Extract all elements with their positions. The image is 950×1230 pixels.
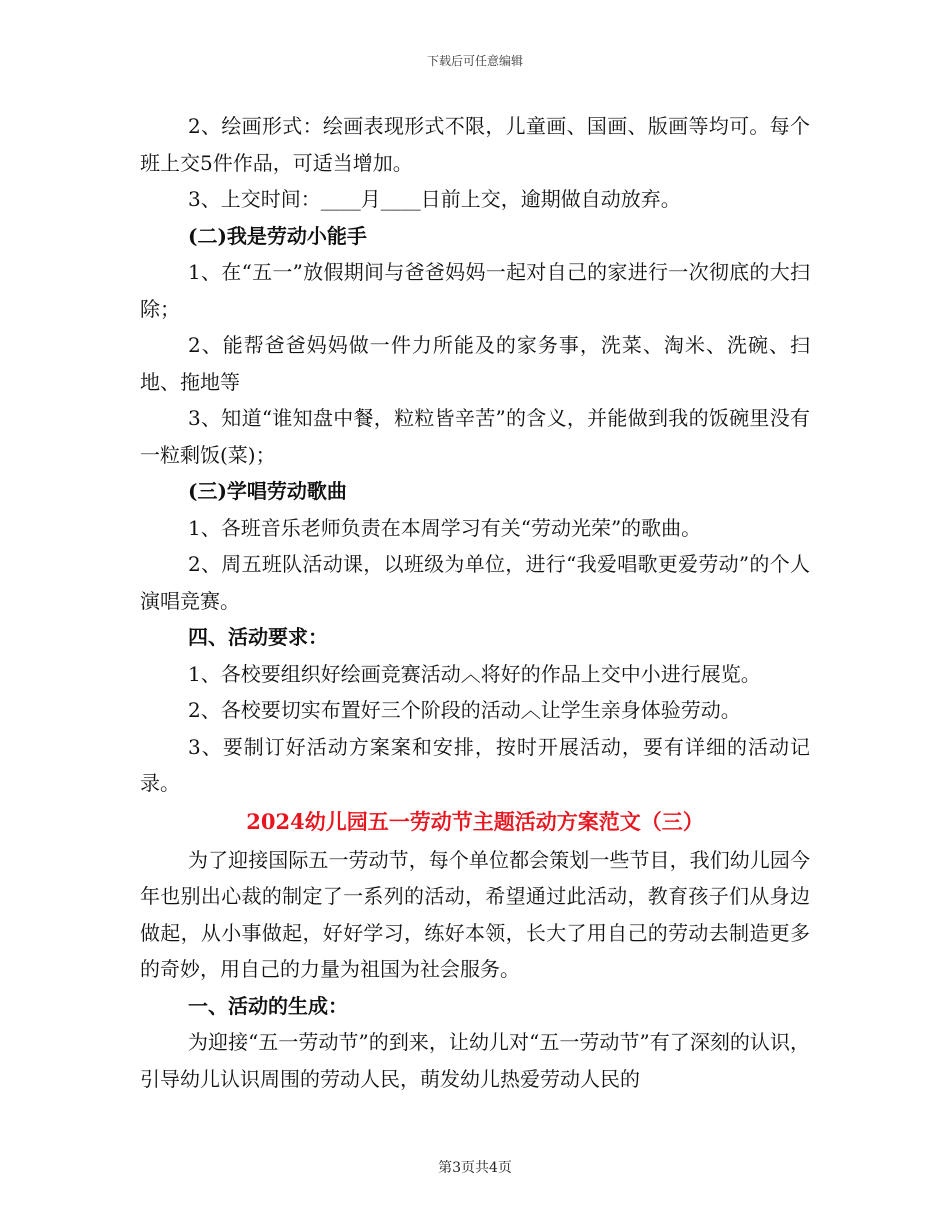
paragraph: 3、知道“谁知盘中餐，粒粒皆辛苦”的含义，并能做到我的饭碗里没有一粒剩饭(菜)； [140, 406, 810, 467]
paragraph: 1、各校要组织好绘画竞赛活动︿将好的作品上交中小进行展览。 [188, 661, 761, 686]
paragraph: 为迎接“五一劳动节”的到来，让幼儿对“五一劳动节”有了深刻的认识，引导幼儿认识周围的劳动人民，萌发幼儿热爱劳动人民的 [140, 1030, 810, 1091]
paragraph: 3、上交时间：____月____日前上交，逾期做自动放弃。 [188, 187, 681, 211]
paragraph: 2、各校要切实布置好三个阶段的活动︿让学生亲身体验劳动。 [188, 698, 741, 722]
paragraph: 为了迎接国际五一劳动节，每个单位都会策划一些节目，我们幼儿园今年也别出心裁的制定了一系列的活动，希望通过此活动，教育孩子们从身边做起，从小事做起，好好学习，练好本领，长大了用自己的劳动去制造更多的奇妙，用自己的力量为祖国为社会服务。 [140, 847, 810, 981]
paragraph: 2、周五班队活动课，以班级为单位，进行“我爱唱歌更爱劳动”的个人演唱竞赛。 [140, 552, 810, 613]
header-note: 下载后可任意编辑 [426, 54, 523, 68]
section-heading: (二)我是劳动小能手 [188, 223, 367, 248]
paragraph: 3、要制订好活动方案案和安排，按时开展活动，要有详细的活动记录。 [140, 734, 810, 795]
paragraph: 2、绘画形式：绘画表现形式不限，儿童画、国画、版画等均可。每个班上交5件作品，可适当增加。 [140, 114, 810, 175]
section-heading: 四、活动要求： [188, 625, 328, 649]
document-title: 2024幼儿园五一劳动节主题活动方案范文（三） [246, 808, 704, 834]
document-body [140, 108, 810, 1097]
paragraph: 1、在“五一”放假期间与爸爸妈妈一起对自己的家进行一次彻底的大扫除； [140, 260, 810, 321]
paragraph: 2、能帮爸爸妈妈做一件力所能及的家务事，洗菜、淘米、洗碗、扫地、拖地等 [140, 333, 810, 394]
paragraph: 1、各班音乐老师负责在本周学习有关“劳动光荣”的歌曲。 [188, 515, 702, 540]
section-heading: (三)学唱劳动歌曲 [188, 479, 347, 503]
page-footer: 第3页共4页 [438, 1160, 512, 1176]
section-heading: 一、活动的生成： [188, 993, 348, 1018]
